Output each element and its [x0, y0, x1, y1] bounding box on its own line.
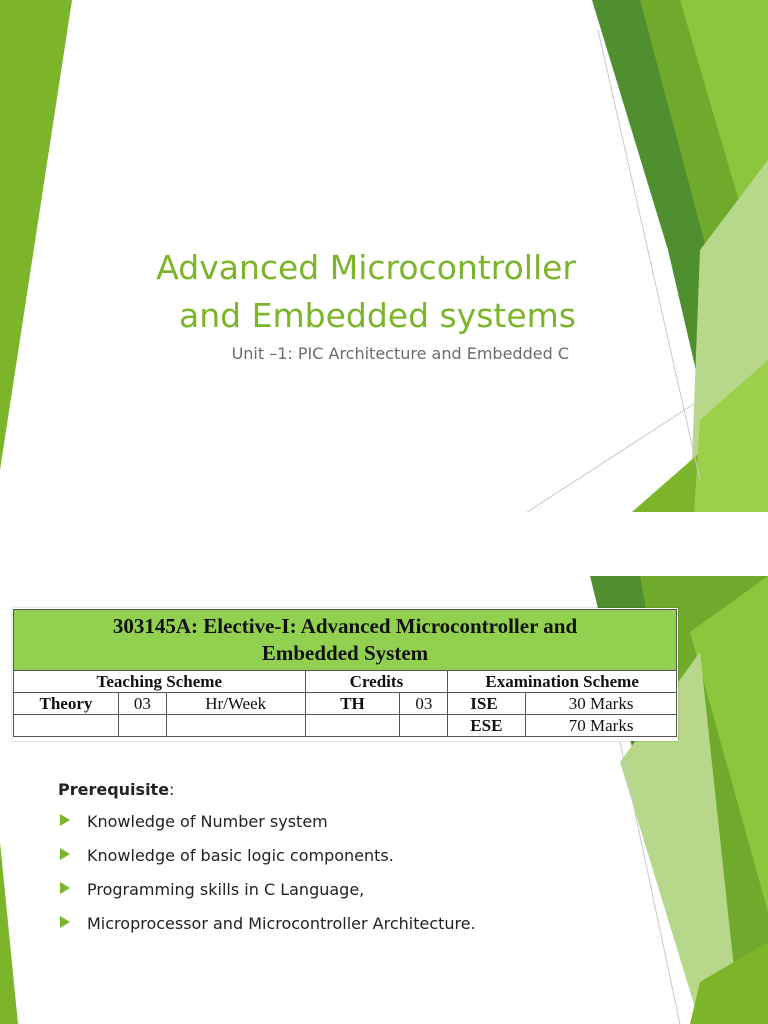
list-item — [60, 914, 476, 948]
prerequisite-label: Prerequisite — [58, 780, 170, 799]
th-cell: TH — [305, 693, 400, 715]
credits-header: Credits — [305, 671, 448, 693]
title-line-2: and Embedded systems — [179, 296, 576, 335]
empty-cell — [118, 715, 166, 737]
ise-marks-cell: 30 Marks — [526, 693, 677, 715]
ese-marks-cell: 70 Marks — [526, 715, 677, 737]
empty-cell — [400, 715, 448, 737]
prerequisite-heading — [58, 780, 174, 799]
course-scheme-table — [12, 608, 678, 741]
scheme-heading-line-1: 303145A: Elective-I: Advanced Microcontroller and — [112, 614, 578, 638]
teaching-scheme-header: Teaching Scheme — [14, 671, 306, 693]
empty-cell — [166, 715, 305, 737]
title-line-1: Advanced Microcontroller — [156, 248, 576, 287]
left-green-facet-2 — [0, 842, 18, 1024]
list-item — [60, 880, 476, 914]
list-item — [60, 812, 476, 846]
list-item-text: Programming skills in C Language, — [87, 880, 365, 899]
prerequisite-list — [60, 812, 476, 948]
slide-subtitle: Unit –1: PIC Architecture and Embedded C — [231, 344, 569, 363]
ese-cell: ESE — [448, 715, 526, 737]
empty-cell — [14, 715, 119, 737]
theory-hours-cell: 03 — [118, 693, 166, 715]
scheme-heading-line-2: Embedded System — [261, 641, 429, 665]
th-credits-cell: 03 — [400, 693, 448, 715]
list-item — [60, 846, 476, 880]
arrow-bullet-icon — [60, 916, 70, 928]
list-item-text: Knowledge of basic logic components. — [87, 846, 394, 865]
arrow-bullet-icon — [60, 848, 70, 860]
slide-title — [156, 244, 576, 340]
scheme-table — [13, 609, 677, 737]
arrow-bullet-icon — [60, 814, 70, 826]
examination-scheme-header: Examination Scheme — [448, 671, 677, 693]
scheme-heading — [14, 610, 677, 671]
empty-cell — [305, 715, 400, 737]
prerequisite-colon: : — [169, 780, 175, 799]
hr-week-cell: Hr/Week — [166, 693, 305, 715]
arrow-bullet-icon — [60, 882, 70, 894]
ise-cell: ISE — [448, 693, 526, 715]
list-item-text: Microprocessor and Microcontroller Architecture. — [87, 914, 476, 933]
list-item-text: Knowledge of Number system — [87, 812, 328, 831]
left-green-facet — [0, 0, 72, 470]
theory-cell: Theory — [14, 693, 119, 715]
